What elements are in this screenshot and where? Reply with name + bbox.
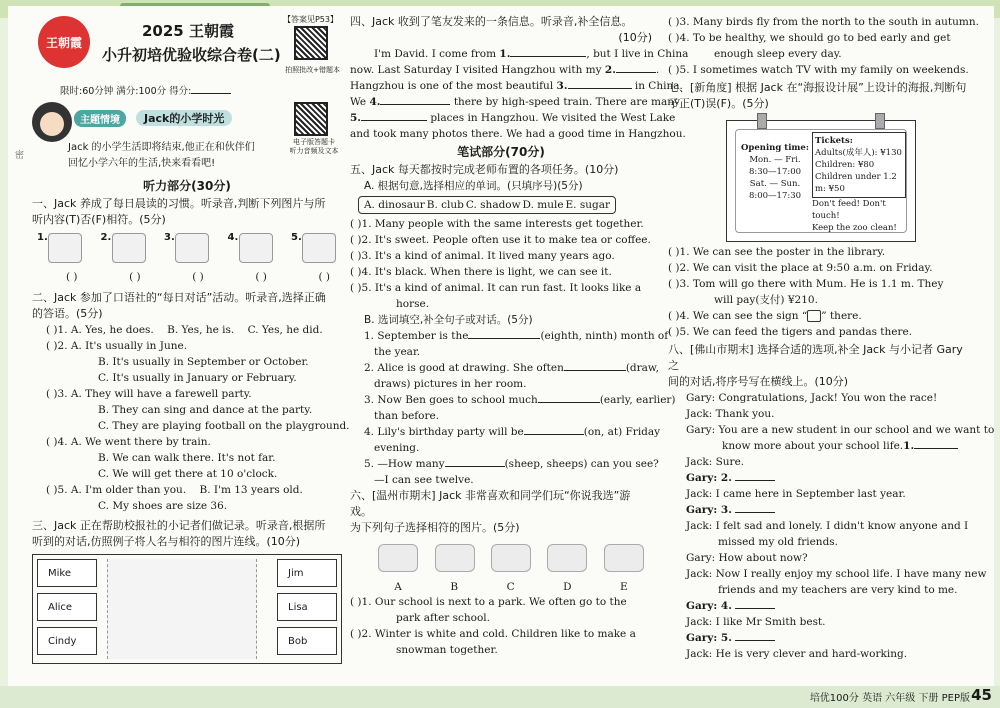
clip-icon: [875, 113, 885, 129]
title-block: [32, 14, 342, 80]
q2-option: C. We will get there at 10 o'clock.: [98, 468, 278, 480]
q1-prompt: 一、Jack 养成了每日晨读的习惯。听录音,判断下列图片与所 听内容(T)否(F)相符。(5分): [32, 197, 326, 226]
answer-blank[interactable]: ( ): [318, 271, 330, 283]
name-cindy[interactable]: Cindy: [37, 627, 97, 655]
q2-option: B. We can walk there. It's not far.: [98, 452, 276, 464]
theme-label: 主题情境: [74, 110, 126, 127]
q2-option: C. My shoes are size 36.: [98, 500, 228, 512]
picture-5: 5.: [302, 233, 336, 263]
figure-d: [547, 544, 587, 572]
scan-note: 拍照批改+错题本: [285, 66, 340, 74]
figure-b: [435, 544, 475, 572]
q2-items: [32, 322, 350, 514]
q6-prompt: 六、[温州市期末] Jack 非常喜欢和同学们玩“你说我选”游戏。 为下列句子选择相符的图片。(5分): [350, 489, 631, 534]
column-middle: [350, 14, 689, 658]
q7-prompt: 七、[新角度] 根据 Jack 在“海报设计展”上设计的海报,判断句 子正(T)误(F)。(5分): [668, 81, 967, 110]
exam-meta: 限时:60分钟 满分:100分 得分:: [32, 84, 342, 100]
column-left: [32, 14, 350, 664]
name-mike[interactable]: Mike: [37, 559, 97, 587]
theme-story: Jack 的小学生活即将结束,他正在和伙伴们 回忆小学六年的生活,快来看看吧!: [68, 142, 255, 169]
seal-line-note: 密: [13, 150, 23, 159]
q2-item: ( )4. A. We went there by train.: [46, 436, 211, 448]
name-jim[interactable]: Jim: [277, 559, 337, 587]
q2-option: B. They can sing and dance at the party.: [98, 404, 313, 416]
written-title: 笔试部分(70分): [457, 145, 545, 159]
answer-note: 【答案见P53】: [282, 15, 338, 24]
scan-note-2: 电子版答题卡 听力音频及文本: [289, 138, 339, 155]
picture-3: 3.: [175, 233, 209, 263]
picture-2: 2.: [112, 233, 146, 263]
q4-message: I'm David. I come from 1. , but I live in China now. Last Saturday I visited Hangzhou with my 2. Hangzhou is one of the most beautiful 3. in China. We 4. there by high-speed train. There are many 5. places in Hangzhou. We visited the West Lake and took many photos there. We had a good time in Hangzhou.: [350, 48, 689, 140]
ticket-prices: Tickets: Adults(成年人): ¥130 Children: ¥80 Children under 1.2 m: ¥50: [812, 132, 906, 198]
theme-block: [32, 102, 342, 158]
q2-option: C. They are playing football on the playground.: [98, 420, 350, 432]
q2-item: ( )3. A. They will have a farewell party.: [46, 388, 252, 400]
q8-prompt: 八、[佛山市期末] 选择合适的选项,补全 Jack 与小记者 Gary 之 间的对话,将序号写在横线上。(10分): [668, 343, 963, 388]
name-alice[interactable]: Alice: [37, 593, 97, 621]
q5b-prompt: B. 选词填空,补全句子或对话。(5分): [364, 314, 533, 326]
picture-4: 4.: [239, 233, 273, 263]
publisher-logo: 王朝霞: [38, 16, 90, 68]
name-bob[interactable]: Bob: [277, 627, 337, 655]
page-number: 45: [971, 686, 992, 704]
column-right: [668, 14, 995, 662]
q2-option: B. It's usually in September or October.: [98, 356, 309, 368]
answer-blank[interactable]: ( ): [255, 271, 267, 283]
activity-pictures: [107, 559, 257, 659]
girl-avatar-icon: [32, 102, 72, 142]
q3-prompt: 三、Jack 正在帮助校报社的小记者们做记录。听录音,根据所 听到的对话,仿照例子将人名与相符的图片连线。(10分): [32, 519, 326, 548]
zoo-poster: [726, 120, 916, 242]
q5a-prompt: A. 根据句意,选择相应的单词。(只填序号)(5分): [364, 180, 583, 192]
q6-continued: ( )3. Many birds fly from the north to the south in autumn. ( )4. To be healthy, we should go to bed early and get enough sleep every day. ( )5. I sometimes watch TV with my family on weekends.: [668, 16, 979, 76]
q6-letters: A B C D E: [394, 581, 628, 593]
figure-e: [604, 544, 644, 572]
q2-option: C. It's usually in January or February.: [98, 372, 297, 384]
figure-c: [491, 544, 531, 572]
answer-blank[interactable]: ( ): [66, 271, 78, 283]
clip-icon: [757, 113, 767, 129]
q2-item: ( )1. A. Yes, he does. B. Yes, he is. C. Yes, he did.: [46, 324, 323, 336]
theme-title: Jack的小学时光: [136, 110, 232, 126]
opening-time: Opening time: Mon. — Fri. 8:30—17:00 Sat. — Sun. 8:00—17:30: [741, 143, 809, 201]
qr-code-icon[interactable]: [294, 26, 328, 60]
poster-notes: Don't feed! Don't touch! Keep the zoo clean!: [812, 199, 897, 233]
q6-figures: [350, 536, 652, 580]
answer-blank[interactable]: ( ): [192, 271, 204, 283]
figure-a: [378, 544, 418, 572]
q7-items: ( )1. We can see the poster in the library. ( )2. We can visit the place at 9:50 a.m. on Friday. ( )3. Tom will go there with Mum. He is 1.1 m. They will pay(支付) ¥210. ( )4. We can see the sign “ ” there. ( )5. We can feed the tigers and pandas there.: [668, 246, 944, 338]
listening-title: 听力部分(30分): [143, 179, 231, 193]
qr-code-icon[interactable]: [294, 102, 328, 136]
q5a-items: ( )1. Many people with the same interests get together. ( )2. It's sweet. People often use it to make tea or coffee. ( )3. It's a kind of animal. It lived many years ago. ( )4. It's black. When there is light, we can see it. ( )5. It's a kind of animal. It can run fast. It looks like a horse.: [350, 218, 651, 310]
q1-pictures: [32, 228, 342, 268]
exam-year-title: 2025 王朝霞: [142, 22, 234, 40]
q2-item: ( )2. A. It's usually in June.: [46, 340, 188, 352]
q6-items: ( )1. Our school is next to a park. We often go to the park after school. ( )2. Winter is white and cold. Children like to make a snowman together.: [350, 596, 636, 656]
name-lisa[interactable]: Lisa: [277, 593, 337, 621]
q3-matching-box: [32, 554, 342, 664]
q1-answer-row: [32, 268, 342, 286]
exam-title: 小升初培优验收综合卷(二): [102, 46, 281, 64]
q2-prompt: 二、Jack 参加了口语社的“每日对话”活动。听录音,选择正确 的答语。(5分): [32, 291, 326, 320]
no-touch-sign-icon: [807, 310, 821, 322]
q5b-items: 1. September is the (eighth, ninth) month of the year. 2. Alice is good at drawing. She often (draw, draws) pictures in her room. 3. Now Ben goes to school much (early, earlier) than before. 4. Lily's birthday party will be (on, at) Friday evening. 5. —How many (sheep, sheeps) can you see? —I can see twelve.: [364, 330, 676, 486]
q8-dialogue: Gary: Congratulations, Jack! You won the race! Jack: Thank you. Gary: You are a new student in our school and we want to know more about your school life.1. Jack: Sure. Gary: 2. Jack: I came here in September last year. Gary: 3. Jack: I felt sad and lonely. I didn't know anyone and I missed my old friends. Gary: How about now? Jack: Now I really enjoy my school life. I have many new friends and my teachers are very kind to me. Gary: 4. Jack: I like Mr Smith best. Gary: 5. Jack: He is very clever and hard-working.: [686, 392, 995, 660]
picture-1: 1.: [48, 233, 82, 263]
q5-prompt: 五、Jack 每天都按时完成老师布置的各项任务。(10分): [350, 163, 619, 176]
word-bank: A. dinosaur B. club C. shadow D. mule E. sugar: [358, 196, 616, 214]
q4-prompt: 四、Jack 收到了笔友发来的一条信息。听录音,补全信息。 (10分): [350, 15, 652, 44]
q2-item: ( )5. A. I'm older than you. B. I'm 13 years old.: [46, 484, 303, 496]
answer-blank[interactable]: ( ): [129, 271, 141, 283]
footer-text: 培优100分 英语 六年级 下册 PEP版: [809, 693, 970, 704]
